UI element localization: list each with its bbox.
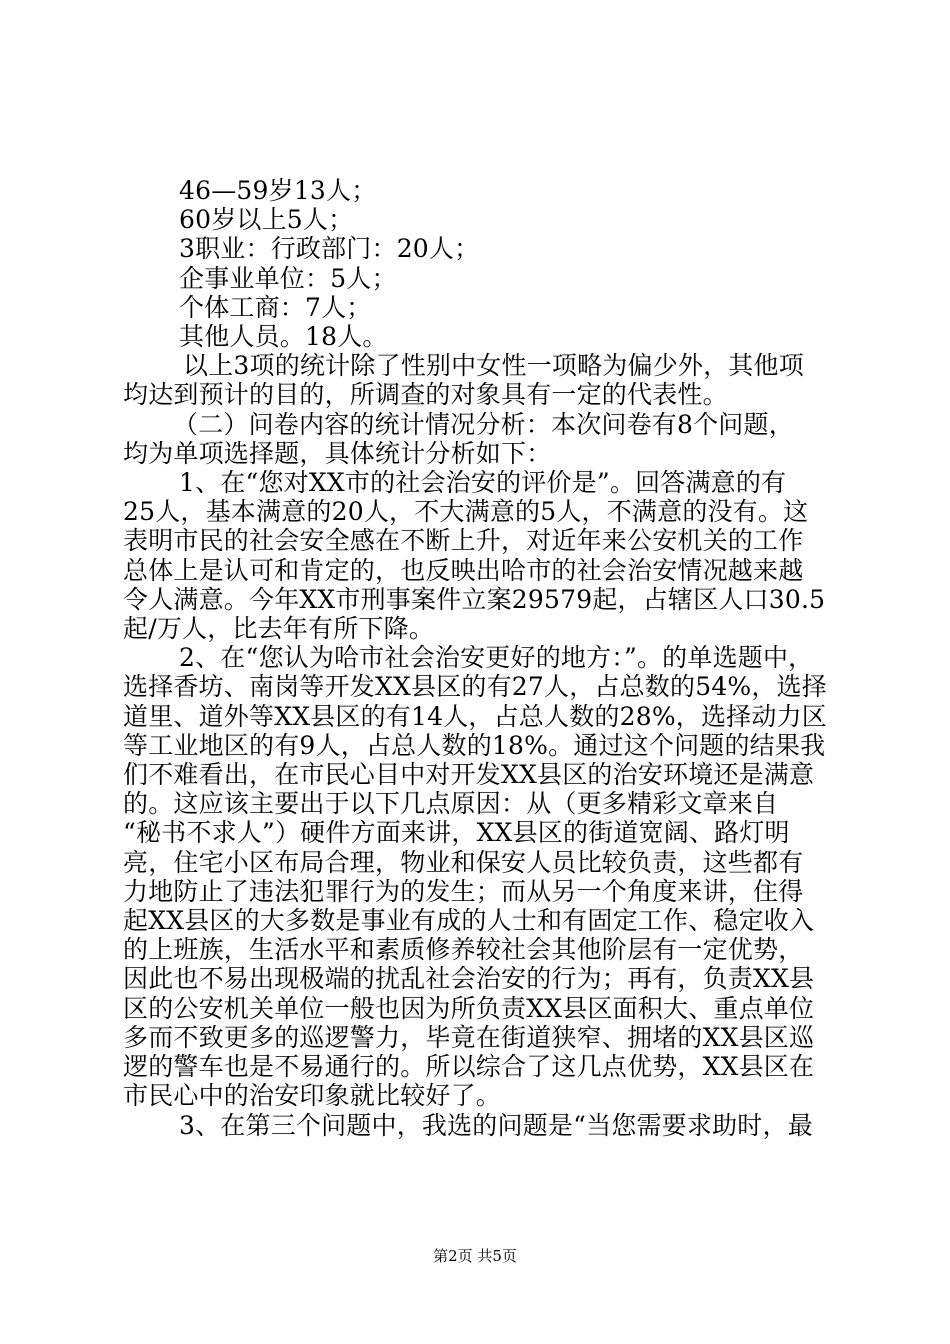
text-line: 亮，住宅小区布局合理，物业和保安人员比较负责，这些都有: [123, 847, 804, 877]
text-line: 均达到预计的目的，所调查的对象具有一定的代表性。: [123, 380, 728, 410]
text-line: 等工业地区的有9人，占总人数的18%。通过这个问题的结果我: [123, 730, 826, 760]
text-line: 起/万人，比去年有所下降。: [123, 614, 435, 644]
text-line: 总体上是认可和肯定的，也反映出哈市的社会治安情况越来越: [123, 555, 804, 585]
text-line: 因此也不易出现极端的扰乱社会治安的行为；再有，负责XX县: [123, 964, 815, 994]
text-line: 其他人员。18人。: [179, 322, 388, 352]
text-line: 们不难看出，在市民心目中对开发XX县区的治安环境还是满意: [123, 760, 815, 790]
text-line: 企事业单位：5人；: [179, 263, 397, 293]
text-line: 道里、道外等XX县区的有14人，占总人数的28%，选择动力区: [123, 701, 827, 731]
page-number-footer: 第2页 共5页: [433, 1247, 517, 1265]
text-line: 令人满意。今年XX市刑事案件立案29579起，占辖区人口30.5: [123, 584, 826, 614]
text-line: “秘书不求人”）硬件方面来讲，XX县区的街道宽阔、路灯明: [123, 818, 790, 848]
text-line: （二）问卷内容的统计情况分析：本次问卷有8个问题，: [173, 409, 794, 439]
text-line: 表明市民的社会安全感在不断上升，对近年来公安机关的工作: [123, 526, 804, 556]
text-line: 以上3项的统计除了性别中女性一项略为偏少外，其他项: [183, 351, 804, 381]
text-line: 3、在第三个问题中，我选的问题是“当您需要求助时，最: [179, 1110, 813, 1140]
text-line: 60岁以上5人；: [179, 205, 354, 235]
document-body: [123, 176, 833, 1140]
text-line: 多而不致更多的巡逻警力，毕竟在街道狭窄、拥堵的XX县区巡: [123, 1022, 815, 1052]
text-line: 2、在“您认为哈市社会治安更好的地方：”。的单选题中，: [179, 643, 814, 673]
text-line: 1、在“您对XX市的社会治安的评价是”。回答满意的有: [179, 468, 787, 498]
text-line: 起XX县区的大多数是事业有成的人士和有固定工作、稳定收入: [123, 906, 815, 936]
text-line: 的上班族，生活水平和素质修养较社会其他阶层有一定优势，: [123, 935, 804, 965]
text-line: 选择香坊、南岗等开发XX县区的有27人，占总数的54%，选择: [123, 672, 827, 702]
text-line: 25人，基本满意的20人，不大满意的5人，不满意的没有。这: [123, 497, 809, 527]
text-line: 46—59岁13人；: [179, 176, 377, 205]
text-line: 个体工商：7人；: [179, 292, 372, 322]
text-line: 市民心中的治安印象就比较好了。: [123, 1081, 502, 1111]
text-line: 力地防止了违法犯罪行为的发生；而从另一个角度来讲，住得: [123, 876, 804, 906]
text-line: 逻的警车也是不易通行的。所以综合了这几点优势，XX县区在: [123, 1052, 815, 1082]
text-line: 均为单项选择题，具体统计分析如下：: [123, 438, 552, 468]
text-line: 区的公安机关单位一般也因为所负责XX县区面积大、重点单位: [123, 993, 815, 1023]
text-line: 的。这应该主要出于以下几点原因：从（更多精彩文章来自: [123, 789, 779, 819]
text-line: 3职业：行政部门：20人；: [179, 234, 480, 264]
